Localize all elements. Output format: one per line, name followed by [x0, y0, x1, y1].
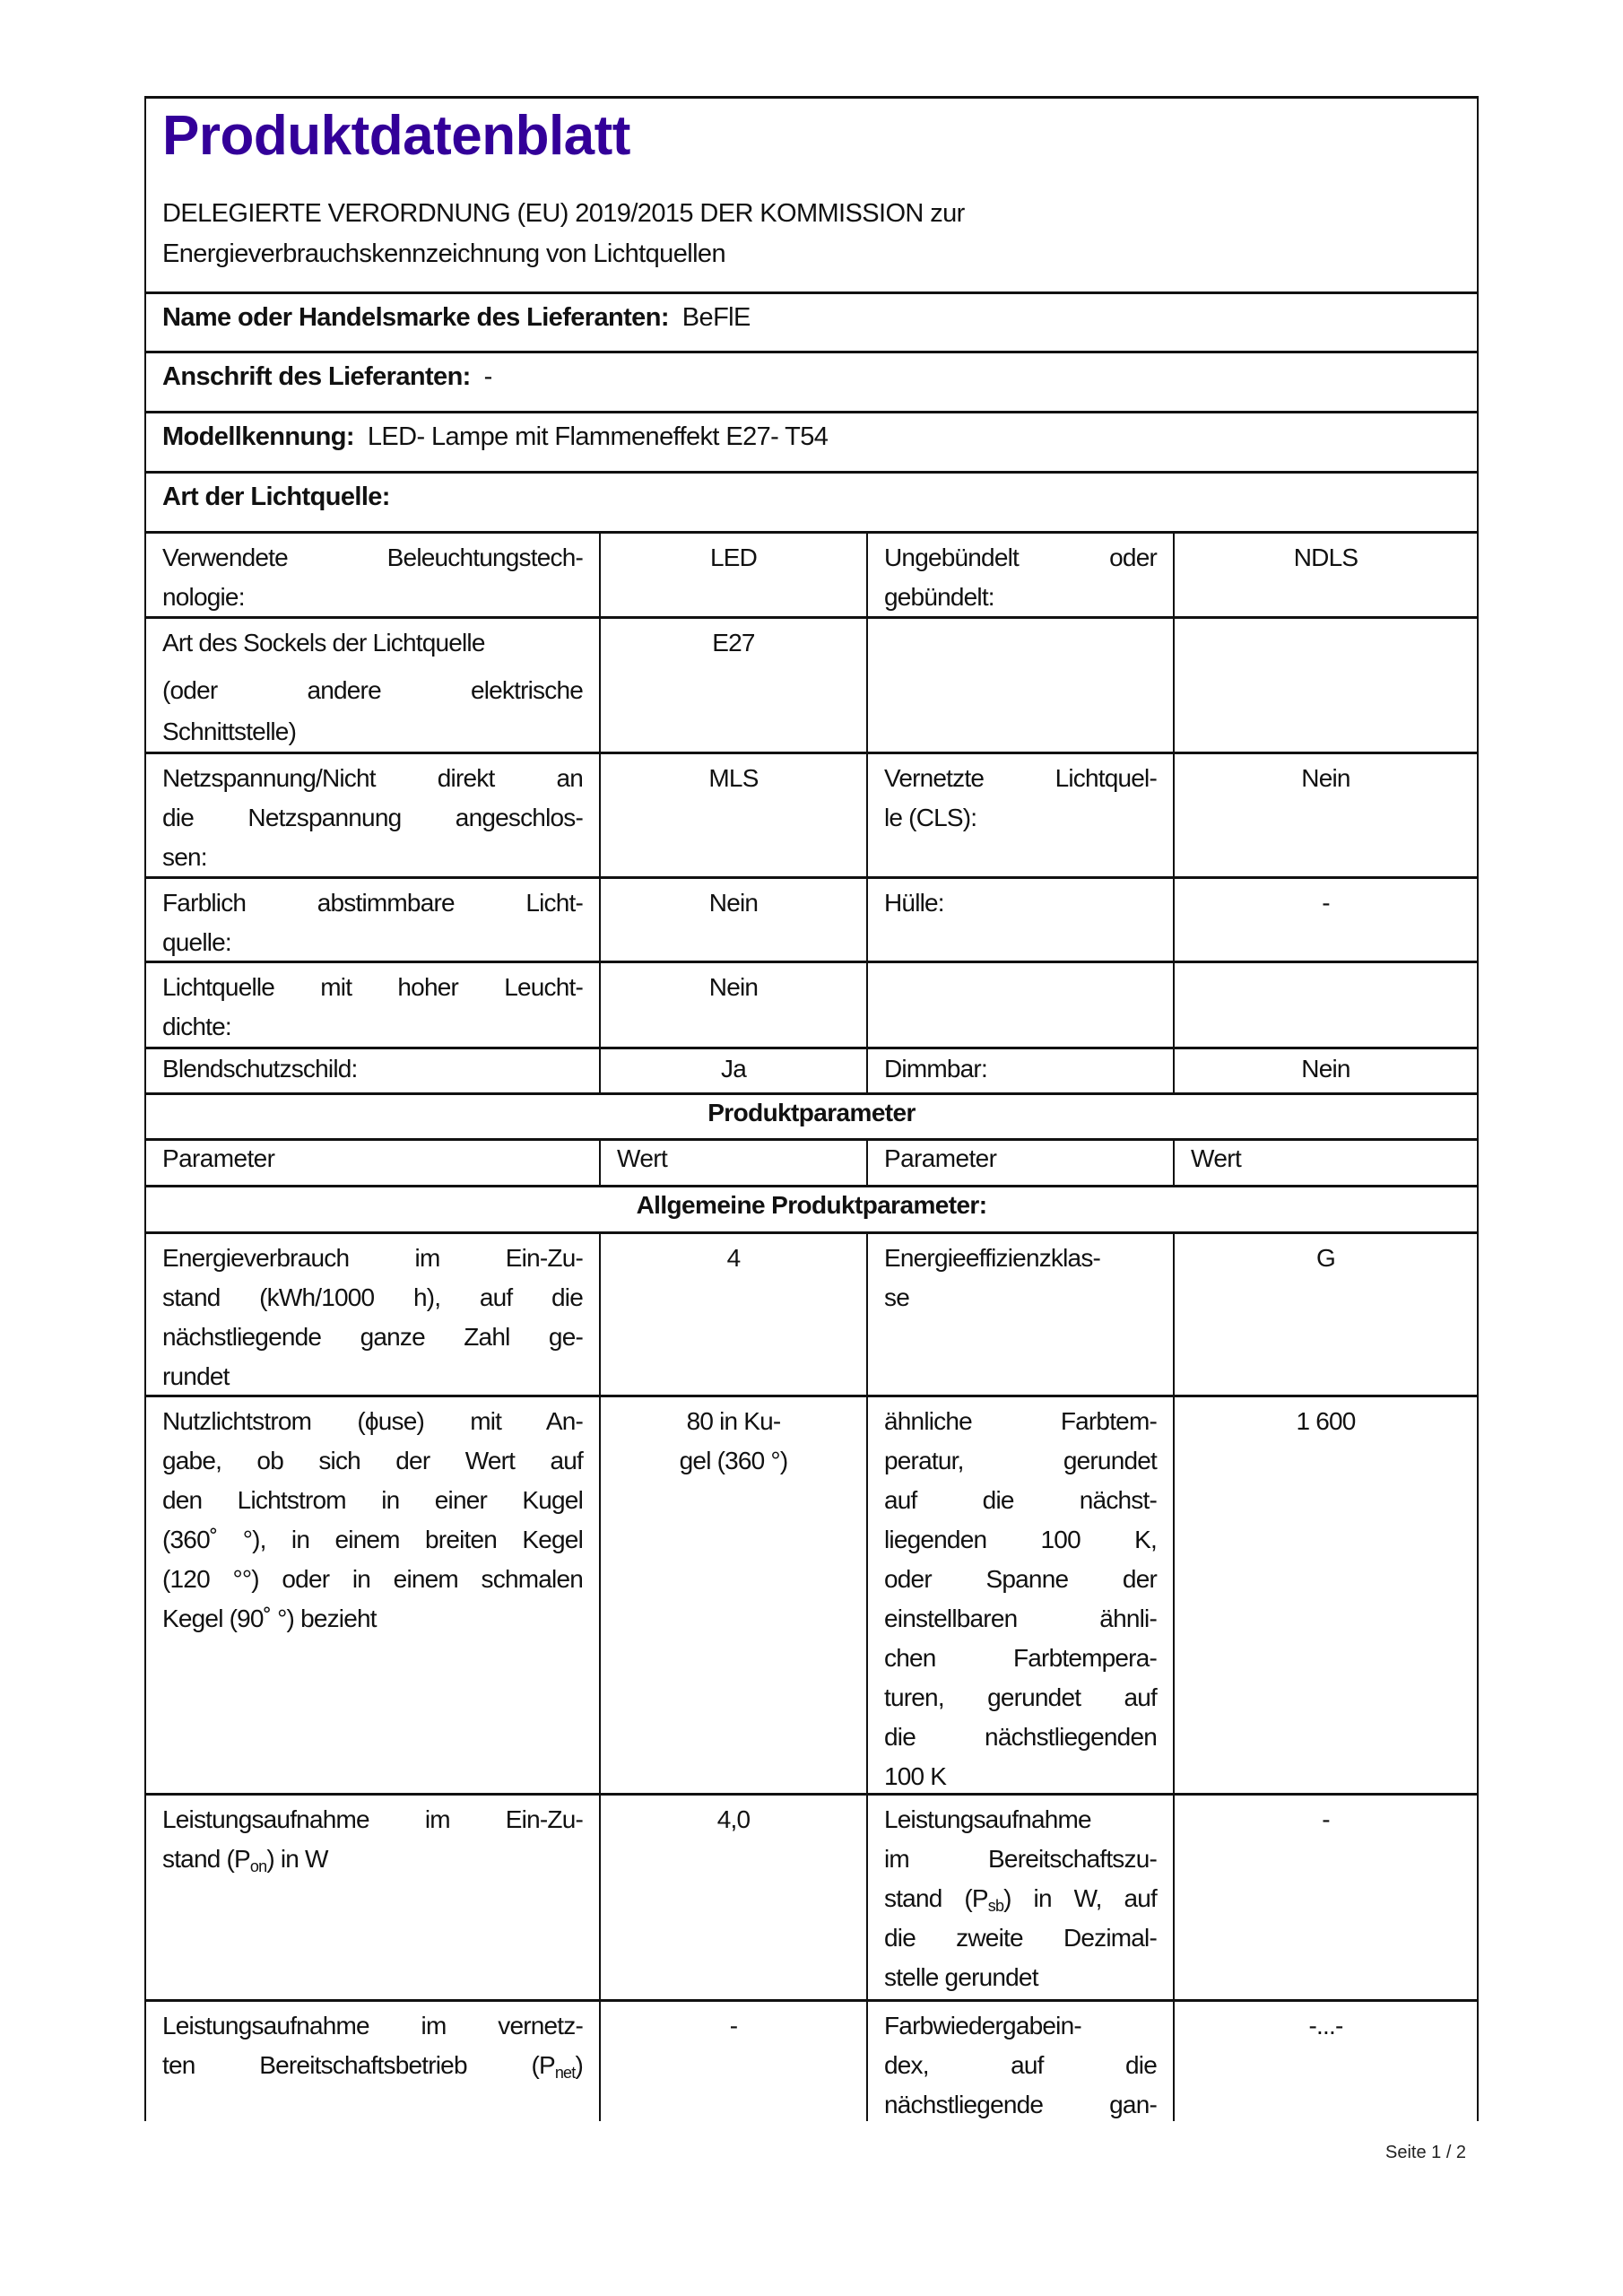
parameter-text: chen Farbtempera- [884, 1644, 1157, 1672]
parameter-text: Farbwiedergabein- [884, 2012, 1081, 2039]
product-parameters-heading: Produktparameter [707, 1099, 916, 1126]
parameter-text: rundet [162, 1362, 230, 1390]
table-row [144, 961, 1479, 1047]
parameter-text: ähnliche Farbtem- [884, 1407, 1157, 1435]
value-text: Nein [1301, 1055, 1350, 1083]
parameter-text: le (CLS): [884, 804, 977, 831]
parameter-text: Lichtquelle mit hoher Leucht- [162, 973, 583, 1001]
page-title: Produktdatenblatt [162, 105, 630, 167]
value-text: Nein [708, 973, 759, 1001]
parameter-text: Leistungsaufnahme im Ein-Zu- [162, 1805, 583, 1833]
parameter-text: Energieeffizienzklas- [884, 1244, 1101, 1272]
parameter-text: Energieverbrauch im Ein-Zu- [162, 1244, 583, 1272]
column-header-row [144, 1138, 1479, 1185]
table-row [144, 876, 1479, 961]
supplier-address-value: - [483, 362, 492, 391]
parameter-text: 100 K [884, 1762, 947, 1790]
subtitle-line: Energieverbrauchskennzeichnung von Lichtquellen [162, 239, 725, 268]
parameter-text: stand $(P_{on})$ in W [162, 1845, 328, 1875]
product-parameters-heading-row [144, 1092, 1479, 1138]
parameter-text: Vernetzte Lichtquel- [884, 764, 1157, 792]
value-text: - [1322, 889, 1330, 917]
parameter-text: die nächstliegenden [884, 1723, 1157, 1751]
parameter-text: im Bereitschaftszu- [884, 1845, 1157, 1873]
parameter-text: Blendschutzschild: [162, 1055, 358, 1083]
value-text: G [1316, 1244, 1335, 1272]
parameter-text: sen: [162, 843, 207, 871]
column-header: Parameter [162, 1144, 275, 1172]
value-text: 4,0 [716, 1805, 751, 1833]
value-text: Nein [1301, 764, 1350, 792]
table-row [144, 1395, 1479, 1793]
parameter-text: nächstliegende ganze Zahl ge- [162, 1323, 583, 1351]
value-text: Ja [721, 1055, 746, 1083]
supplier-name-row [144, 291, 1479, 351]
parameter-text: gabe, ob sich der Wert auf [162, 1447, 583, 1474]
value-text: Nein [708, 889, 759, 917]
table-row [144, 616, 1479, 752]
parameter-text: dichte: [162, 1013, 231, 1040]
value-text: MLS [708, 764, 759, 792]
parameter-text: nächstliegende gan- [884, 2091, 1157, 2118]
value-text: 4 [726, 1244, 741, 1272]
table-row [144, 1999, 1479, 2121]
parameter-text: quelle: [162, 928, 231, 956]
parameter-text: Schnittstelle) [162, 718, 297, 745]
value-text: 1 600 [1296, 1407, 1356, 1435]
parameter-text: liegenden 100 K, [884, 1526, 1157, 1553]
model-id-row [144, 411, 1479, 471]
supplier-address-row [144, 351, 1479, 411]
parameter-text: die zweite Dezimal- [884, 1924, 1157, 1952]
column-header: Wert [1191, 1144, 1242, 1172]
table-row [144, 752, 1479, 876]
table-row [144, 1047, 1479, 1092]
parameter-text: oder Spanne der [884, 1565, 1157, 1593]
parameter-text: gebündelt: [884, 583, 994, 611]
parameter-text: ten Bereitschaftsbetrieb $(P_{net})$ [162, 2051, 583, 2082]
parameter-text: stand (kWh/1000 h), auf die [162, 1283, 583, 1311]
model-id-label: Modellkennung: [162, 422, 354, 451]
parameter-text: Leistungsaufnahme im vernetz- [162, 2012, 583, 2039]
parameter-text: Verwendete Beleuchtungstech- [162, 544, 583, 571]
value-text: LED [709, 544, 758, 571]
parameter-text: stand $(P_{sb})$ in W, auf [884, 1884, 1157, 1915]
light-source-type-label: Art der Lichtquelle: [162, 483, 390, 511]
value-text: - [729, 2012, 738, 2039]
light-source-type-row [144, 471, 1479, 531]
parameter-text: (360˚ °), in einem breiten Kegel [162, 1526, 583, 1553]
supplier-address-label: Anschrift des Lieferanten: [162, 362, 471, 391]
parameter-text: einstellbaren ähnli- [884, 1605, 1157, 1632]
parameter-text: turen, gerundet auf [884, 1683, 1157, 1711]
parameter-text: Hülle: [884, 889, 944, 917]
value-text: -...- [1308, 2012, 1343, 2039]
parameter-text: den Lichtstrom in einer Kugel [162, 1486, 583, 1514]
value-text: E27 [712, 629, 755, 657]
parameter-text: stelle gerundet [884, 1963, 1038, 1991]
value-text: 80 in Ku- [686, 1407, 781, 1435]
parameter-text: peratur, gerundet [884, 1447, 1157, 1474]
parameter-text: nologie: [162, 583, 245, 611]
parameter-text: Ungebündelt oder [884, 544, 1157, 571]
parameter-text: (120 °°) oder in einem schmalen [162, 1565, 583, 1593]
parameter-text: (oder andere elektrische [162, 676, 583, 704]
value-text: gel (360 °) [679, 1447, 788, 1474]
model-id-value: LED- Lampe mit Flammeneffekt E27- T54 [367, 422, 829, 451]
supplier-name-value: BeFlE [681, 303, 751, 332]
subtitle-line: DELEGIERTE VERORDNUNG (EU) 2019/2015 DER KOMMISSION zur [162, 199, 965, 228]
value-text: - [1322, 1805, 1330, 1833]
parameter-text: Netzspannung/Nicht direkt an [162, 764, 583, 792]
table-row [144, 1231, 1479, 1395]
table-row [144, 531, 1479, 616]
supplier-name-label: Name oder Handelsmarke des Lieferanten: [162, 303, 669, 332]
table-row [144, 1793, 1479, 1999]
parameter-text: Art des Sockels der Lichtquelle [162, 629, 485, 657]
parameter-text: Kegel (90˚ °) bezieht [162, 1605, 377, 1632]
parameter-text: die Netzspannung angeschlos- [162, 804, 583, 831]
column-header: Wert [617, 1144, 668, 1172]
page-number: Seite 1 / 2 [1385, 2143, 1467, 2162]
general-parameters-heading: Allgemeine Produktparameter: [636, 1191, 987, 1219]
header-block [144, 96, 1479, 291]
value-text: NDLS [1293, 544, 1358, 571]
parameter-text: se [884, 1283, 909, 1311]
parameter-text: Leistungsaufnahme [884, 1805, 1091, 1833]
parameter-text: Nutzlichtstrom (ϕuse) mit An- [162, 1407, 583, 1435]
column-header: Parameter [884, 1144, 997, 1172]
parameter-text: dex, auf die [884, 2051, 1157, 2079]
regulation-subtitle [162, 194, 965, 274]
parameter-text: Dimmbar: [884, 1055, 987, 1083]
parameter-text: auf die nächst- [884, 1486, 1157, 1514]
general-parameters-heading-row [144, 1185, 1479, 1231]
parameter-text: Farblich abstimmbare Licht- [162, 889, 583, 917]
